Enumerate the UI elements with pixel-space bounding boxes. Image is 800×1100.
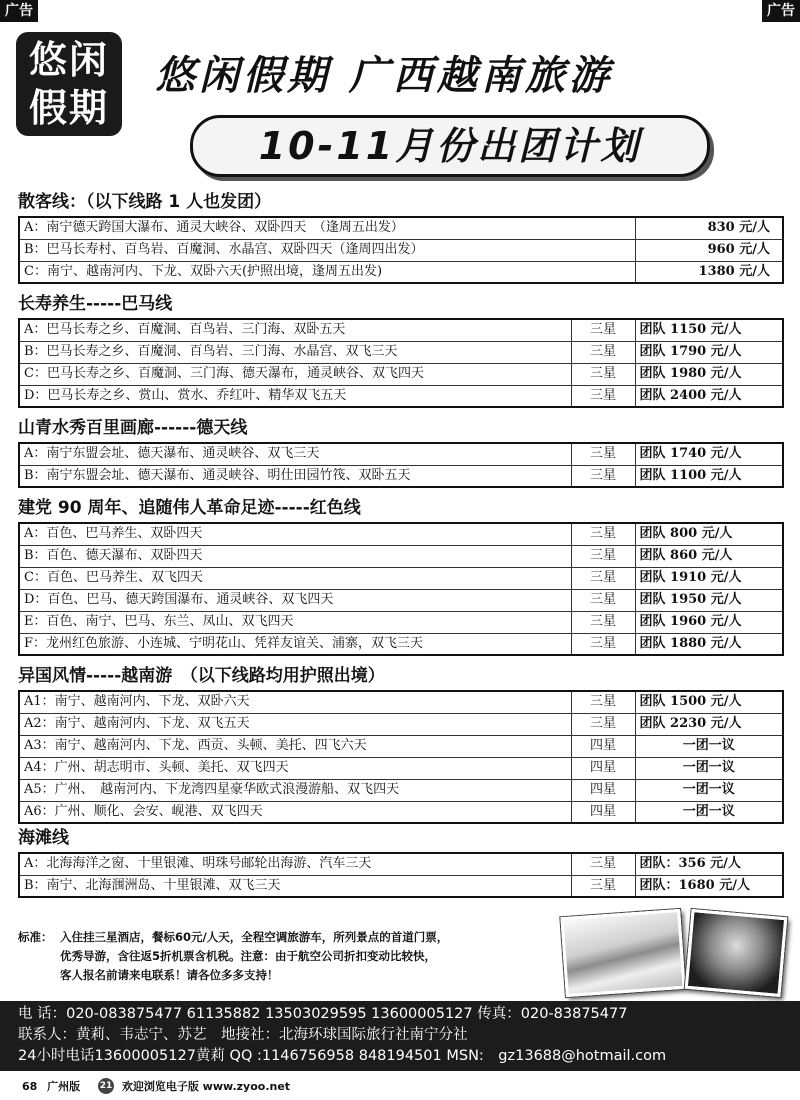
table-row [19, 261, 783, 283]
hotel-star-cell: 四星 [571, 801, 635, 823]
route-cell: D：巴马长寿之乡、赏山、赏水、乔红叶、精华双飞五天 [19, 385, 571, 407]
price-cell: 团队 2230 元/人 [635, 713, 783, 735]
table-row [19, 567, 783, 589]
price-cell: 团队 1980 元/人 [635, 363, 783, 385]
hotel-star-cell: 三星 [571, 363, 635, 385]
logo-line-2: 假期 [28, 85, 109, 130]
hotel-star-cell: 三星 [571, 443, 635, 465]
table-row [19, 217, 783, 239]
tour-sections [18, 190, 784, 906]
route-table [18, 216, 784, 284]
standards-notes [18, 928, 563, 985]
notes-line-3: 客人报名前请来电联系！请各位多多支持！ [60, 968, 279, 982]
notes-line-2: 优秀导游，含往返5折机票含机税。注意：由于航空公司折扣变动比较快， [60, 949, 436, 963]
route-cell: E：百色、南宁、巴马、东兰、凤山、双飞四天 [19, 611, 571, 633]
hotel-star-cell: 三星 [571, 875, 635, 897]
hotel-star-cell: 三星 [571, 567, 635, 589]
hotel-star-cell: 四星 [571, 757, 635, 779]
hotel-star-cell: 四星 [571, 735, 635, 757]
table-row [19, 465, 783, 487]
table-row [19, 801, 783, 823]
price-cell: 团队 2400 元/人 [635, 385, 783, 407]
table-row [19, 779, 783, 801]
section-4 [18, 664, 784, 824]
price-cell: 团队 1500 元/人 [635, 691, 783, 713]
table-row [19, 633, 783, 655]
hotel-star-cell: 三星 [571, 691, 635, 713]
section-title: 散客线：（以下线路 1 人也发团） [18, 192, 272, 212]
price-cell: 团队 1100 元/人 [635, 465, 783, 487]
price-cell: 1380 元/人 [635, 261, 783, 283]
brand-title: 悠闲假期 广西越南旅游 [155, 52, 613, 99]
price-cell: 830 元/人 [635, 217, 783, 239]
price-cell: 团队 1910 元/人 [635, 567, 783, 589]
route-cell: A3：南宁、越南河内、下龙、西贡、头顿、美托、四飞六天 [19, 735, 571, 757]
route-cell: A：南宁德天跨国大瀑布、通灵大峡谷、双卧四天 （逢周五出发） [19, 217, 635, 239]
ad-tag-left: 广告 [0, 0, 38, 22]
price-cell: 团队 1950 元/人 [635, 589, 783, 611]
edition-label: 广州版 [47, 1080, 81, 1093]
route-table [18, 852, 784, 898]
price-cell: 团队 1740 元/人 [635, 443, 783, 465]
route-table [18, 690, 784, 824]
route-cell: A6：广州、顺化、会安、岘港、双飞四天 [19, 801, 571, 823]
section-3 [18, 496, 784, 656]
table-row [19, 239, 783, 261]
contact-hotline-line: 24小时电话13600005127黄莉 QQ :1146756958 848194501 MSN: gz13688@hotmail.com [18, 1048, 667, 1064]
section-0 [18, 190, 784, 284]
page-number: 68 [22, 1080, 38, 1093]
beach-photo [560, 909, 685, 997]
publisher-badge-icon: 21 [98, 1078, 114, 1094]
table-row [19, 611, 783, 633]
route-cell: A：南宁东盟会址、德天瀑布、通灵峡谷、双飞三天 [19, 443, 571, 465]
contact-bar [0, 1001, 800, 1071]
route-cell: A：百色、巴马养生、双卧四天 [19, 523, 571, 545]
route-cell: B：南宁、北海涠洲岛、十里银滩、双飞三天 [19, 875, 571, 897]
table-row [19, 385, 783, 407]
route-cell: A：巴马长寿之乡、百魔洞、百鸟岩、三门海、双卧五天 [19, 319, 571, 341]
hotel-star-cell: 三星 [571, 713, 635, 735]
price-cell: 960 元/人 [635, 239, 783, 261]
table-row [19, 341, 783, 363]
route-cell: B：巴马长寿之乡、百魔洞、百鸟岩、三门海、水晶宫、双飞三天 [19, 341, 571, 363]
price-cell: 一团一议 [635, 801, 783, 823]
hotel-star-cell: 三星 [571, 319, 635, 341]
price-cell: 团队 1150 元/人 [635, 319, 783, 341]
notes-label: 标准： [18, 930, 53, 944]
section-title: 海滩线 [18, 828, 69, 848]
hotel-star-cell: 三星 [571, 853, 635, 875]
hotel-star-cell: 三星 [571, 633, 635, 655]
logo-line-1: 悠闲 [28, 37, 109, 82]
price-cell: 团队 800 元/人 [635, 523, 783, 545]
price-cell: 团队：356 元/人 [635, 853, 783, 875]
hotel-star-cell: 三星 [571, 465, 635, 487]
route-cell: A2：南宁、越南河内、下龙、双飞五天 [19, 713, 571, 735]
route-cell: A：北海海洋之窗、十里银滩、明珠号邮轮出海游、汽车三天 [19, 853, 571, 875]
section-title: 长寿养生-----巴马线 [18, 294, 173, 314]
route-cell: A5：广州、 越南河内、下龙湾四星豪华欧式浪漫游船、双飞四天 [19, 779, 571, 801]
table-row [19, 875, 783, 897]
route-cell: B：南宁东盟会址、德天瀑布、通灵峡谷、明仕田园竹筏、双卧五天 [19, 465, 571, 487]
contact-phone-line: 电 话：020-083875477 61135882 13503029595 13600005127 传真：020-83875477 [18, 1006, 628, 1022]
table-row [19, 735, 783, 757]
footer-website-text[interactable]: 欢迎浏览电子版 www.zyoo.net [121, 1080, 291, 1093]
route-table [18, 522, 784, 656]
table-row [19, 545, 783, 567]
price-cell: 团队 1960 元/人 [635, 611, 783, 633]
price-cell: 团队 860 元/人 [635, 545, 783, 567]
ad-tag-right: 广告 [762, 0, 800, 22]
hotel-star-cell: 三星 [571, 523, 635, 545]
table-row [19, 853, 783, 875]
table-row [19, 319, 783, 341]
table-row [19, 691, 783, 713]
route-cell: C：巴马长寿之乡、百魔洞、三门海、德天瀑布，通灵峡谷、双飞四天 [19, 363, 571, 385]
hotel-star-cell: 三星 [571, 589, 635, 611]
price-cell: 一团一议 [635, 779, 783, 801]
route-table [18, 442, 784, 488]
route-cell: C：南宁、越南河内、下龙、双卧六天(护照出境，逢周五出发) [19, 261, 635, 283]
hotel-star-cell: 三星 [571, 611, 635, 633]
section-2 [18, 416, 784, 488]
brand-logo [16, 32, 122, 136]
hotel-star-cell: 三星 [571, 341, 635, 363]
page-footer [0, 1076, 800, 1100]
schedule-banner: 10-11月份出团计划 [190, 115, 710, 177]
route-cell: B：百色、德天瀑布、双卧四天 [19, 545, 571, 567]
price-cell: 一团一议 [635, 735, 783, 757]
contact-person-line: 联系人：黄莉、韦志宁、苏艺 地接社：北海环球国际旅行社南宁分社 [18, 1027, 468, 1043]
hotel-star-cell: 三星 [571, 385, 635, 407]
price-cell: 团队 1880 元/人 [635, 633, 783, 655]
table-row [19, 589, 783, 611]
hotel-star-cell: 四星 [571, 779, 635, 801]
table-row [19, 713, 783, 735]
notes-line-1: 入住挂三星酒店，餐标60元/人天，全程空调旅游车，所列景点的首道门票， [60, 930, 449, 944]
route-cell: B：巴马长寿村、百鸟岩、百魔洞、水晶宫、双卧四天（逢周四出发） [19, 239, 635, 261]
price-cell: 一团一议 [635, 757, 783, 779]
section-title: 异国风情-----越南游 （以下线路均用护照出境） [18, 666, 385, 686]
route-cell: A1：南宁、越南河内、下龙、双卧六天 [19, 691, 571, 713]
cave-photo [685, 909, 788, 997]
table-row [19, 523, 783, 545]
section-5 [18, 826, 784, 898]
section-title: 建党 90 周年、追随伟人革命足迹-----红色线 [18, 498, 361, 518]
route-cell: C：百色、巴马养生、双飞四天 [19, 567, 571, 589]
route-cell: D：百色、巴马、德天跨国瀑布、通灵峡谷、双飞四天 [19, 589, 571, 611]
table-row [19, 443, 783, 465]
table-row [19, 757, 783, 779]
section-1 [18, 292, 784, 408]
route-cell: A4：广州、胡志明市、头顿、美托、双飞四天 [19, 757, 571, 779]
route-cell: F：龙州红色旅游、小连城、宁明花山、凭祥友谊关、浦寨，双飞三天 [19, 633, 571, 655]
section-title: 山青水秀百里画廊------德天线 [18, 418, 248, 438]
route-table [18, 318, 784, 408]
hotel-star-cell: 三星 [571, 545, 635, 567]
table-row [19, 363, 783, 385]
price-cell: 团队 1790 元/人 [635, 341, 783, 363]
price-cell: 团队：1680 元/人 [635, 875, 783, 897]
